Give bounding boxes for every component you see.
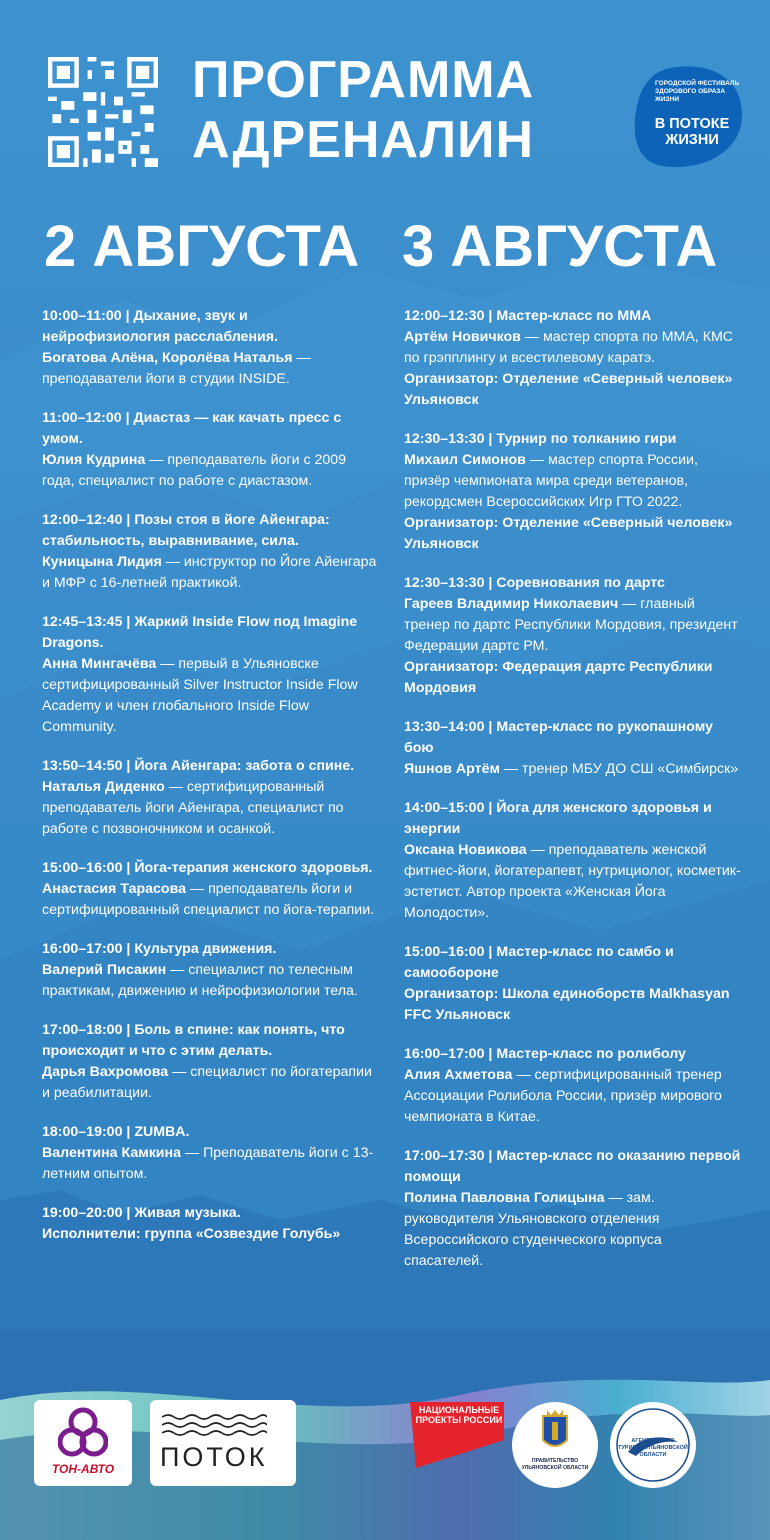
time-separator: | <box>121 410 134 426</box>
time-separator: | <box>122 1124 135 1140</box>
festival-badge-subtitle: ГОРОДСКОЙ ФЕСТИВАЛЬ ЗДОРОВОГО ОБРАЗА ЖИЗНИ <box>655 80 740 103</box>
event-title: Диастаз — как качать пресс с умом. <box>42 410 342 447</box>
event-title: Йога-терапия женского здоровья. <box>134 860 373 876</box>
event-heading <box>404 798 744 840</box>
event-person-info: — мастер спорта по ММА, КМС по грэпплингу и всестилевому каратэ. <box>404 329 734 366</box>
time-separator: | <box>121 308 134 324</box>
event-time: 11:00–12:00 <box>42 410 122 426</box>
schedule-item <box>404 1146 744 1272</box>
schedule-item <box>404 1044 744 1128</box>
ton-avto-label: ТОН-АВТО <box>51 1462 115 1476</box>
schedule-item <box>404 942 744 1026</box>
event-description <box>42 348 378 390</box>
event-description <box>404 759 744 780</box>
event-title: Йога для женского здоровья и энергии <box>404 800 712 837</box>
event-time: 16:00–17:00 <box>42 941 123 957</box>
event-person: Юлия Кудрина <box>42 452 146 468</box>
event-description <box>42 450 378 492</box>
title-line-2: АДРЕНАЛИН <box>192 111 535 169</box>
event-time: 17:00–17:30 <box>404 1148 485 1164</box>
event-title: Мастер-класс по рукопашному бою <box>404 719 713 756</box>
title-line-1: ПРОГРАММА <box>192 51 535 109</box>
time-separator: | <box>484 800 497 816</box>
schedule-item <box>42 1203 378 1245</box>
event-organizer: Организатор: Федерация дартс Республики Мордовия <box>404 659 713 696</box>
event-person: Артём Новичков <box>404 329 521 345</box>
event-title: Мастер-класс по ролиболу <box>496 1046 686 1062</box>
schedule-item <box>42 612 378 738</box>
time-separator: | <box>122 758 135 774</box>
event-heading <box>42 939 378 960</box>
event-description <box>42 654 378 738</box>
event-time: 12:00–12:30 <box>404 308 485 324</box>
ton-avto-logo <box>34 1400 132 1486</box>
schedule-item <box>42 756 378 840</box>
time-separator: | <box>484 1148 497 1164</box>
event-person: Богатова Алёна, Королёва Наталья <box>42 350 293 366</box>
event-person: Дарья Вахромова <box>42 1064 169 1080</box>
event-time: 12:30–13:30 <box>404 575 485 591</box>
event-description <box>404 1188 744 1272</box>
schedule-item <box>404 306 744 411</box>
event-heading <box>404 717 744 759</box>
event-description <box>404 594 744 657</box>
time-separator: | <box>484 1046 497 1062</box>
event-person-info: — мастер спорта России, призёр чемпионата мира среди ветеранов, рекордсмен Всероссийских Игр ГТО 2022. <box>404 452 698 510</box>
event-heading <box>404 429 744 450</box>
event-person: Оксана Новикова <box>404 842 527 858</box>
event-time: 12:30–13:30 <box>404 431 485 447</box>
event-description <box>404 450 744 513</box>
day-2-heading: 3 АВГУСТА <box>402 214 718 279</box>
event-person-info: — сертифицированный преподаватель йоги Айенгара, специалист по работе с позвоночником и осанкой. <box>42 779 344 837</box>
event-person-info: — сертифицированный тренер Ассоциации Ролибола России, призёр мирового чемпионата в Китае. <box>404 1067 722 1125</box>
event-person: Гареев Владимир Николаевич <box>404 596 619 612</box>
schedule-item <box>42 1122 378 1185</box>
event-description <box>404 840 744 924</box>
potok-logo <box>150 1400 296 1486</box>
event-heading <box>42 408 378 450</box>
event-heading <box>42 756 378 777</box>
schedule-item <box>404 717 744 780</box>
time-separator: | <box>484 431 497 447</box>
ton-avto-emblem-icon <box>58 1406 108 1460</box>
event-person-info: — Преподаватель йоги с 13-летним опытом. <box>42 1145 374 1182</box>
schedule-item <box>404 798 744 924</box>
tourism-agency-logo <box>610 1402 696 1488</box>
event-person-info: — главный тренер по дартс Республики Мордовия, президент Федерации дартс РМ. <box>404 596 738 654</box>
event-person-info: — инструктор по Йоге Айенгара и МФР с 16-летней практикой. <box>42 554 377 591</box>
event-heading <box>42 306 378 348</box>
agency-label: АГЕНТСТВО ПО ТУРИЗМУ УЛЬЯНОВСКОЙ ОБЛАСТИ <box>618 1438 688 1458</box>
event-title: Боль в спине: как понять, что происходит и что с этим делать. <box>42 1022 345 1059</box>
schedule-item <box>42 858 378 921</box>
event-person: Анастасия Тарасова <box>42 881 187 897</box>
coat-of-arms-icon <box>541 1410 569 1454</box>
event-time: 12:45–13:45 <box>42 614 123 630</box>
event-description <box>404 1065 744 1128</box>
time-separator: | <box>484 575 497 591</box>
event-person: Михаил Симонов <box>404 452 526 468</box>
time-separator: | <box>484 944 497 960</box>
event-title: Мастер-класс по ММА <box>496 308 652 324</box>
event-person-info: — преподаватель йоги с 2009 года, специалист по работе с диастазом. <box>42 452 347 489</box>
event-person: Полина Павловна Голицына <box>404 1190 605 1206</box>
event-heading <box>404 942 744 984</box>
event-title: Йога Айенгара: забота о спине. <box>134 758 355 774</box>
event-person: Яшнов Артём <box>404 761 500 777</box>
schedule-item <box>42 408 378 492</box>
event-time: 16:00–17:00 <box>404 1046 485 1062</box>
event-title: Культура движения. <box>134 941 277 957</box>
event-title: Соревнования по дартс <box>496 575 665 591</box>
event-description <box>42 1224 378 1245</box>
day-2-schedule <box>404 306 744 1290</box>
event-organizer: Организатор: Школа единоборств Malkhasyan FFC Ульяновск <box>404 986 730 1023</box>
event-heading <box>42 1020 378 1062</box>
event-description <box>404 327 744 369</box>
time-separator: | <box>122 614 135 630</box>
event-description <box>42 960 378 1002</box>
page-title <box>192 50 534 170</box>
event-time: 15:00–16:00 <box>42 860 123 876</box>
event-person-info: — преподаватель женской фитнес-йоги, йогатерапевт, нутрициолог, косметик-эстетист. Автор проекта «Женская Йога Молодости». <box>404 842 741 921</box>
government-label: ПРАВИТЕЛЬСТВО УЛЬЯНОВСКОЙ ОБЛАСТИ <box>521 1458 589 1471</box>
time-separator: | <box>122 1205 135 1221</box>
event-heading <box>404 573 744 594</box>
qr-code[interactable] <box>48 57 158 167</box>
event-title: Дыхание, звук и нейрофизиология расслабления. <box>42 308 278 345</box>
day-1-schedule <box>42 306 378 1263</box>
event-person: Валерий Писакин <box>42 962 167 978</box>
event-time: 10:00–11:00 <box>42 308 122 324</box>
schedule-item <box>404 573 744 699</box>
event-heading <box>404 1146 744 1188</box>
event-description <box>42 1143 378 1185</box>
event-heading <box>42 510 378 552</box>
event-title: Жаркий Inside Flow под Imagine Dragons. <box>42 614 358 651</box>
event-description <box>42 879 378 921</box>
schedule-item <box>42 510 378 594</box>
time-separator: | <box>122 941 135 957</box>
schedule-item <box>42 306 378 390</box>
event-person: Исполнители: группа «Созвездие Голубь» <box>42 1226 341 1242</box>
day-1-heading: 2 АВГУСТА <box>44 214 360 279</box>
event-person-info: — преподаватель йоги и сертифицированный специалист по йога-терапии. <box>42 881 375 918</box>
event-heading <box>42 612 378 654</box>
event-person: Анна Мингачёва <box>42 656 157 672</box>
event-heading <box>404 306 744 327</box>
event-title: Турнир по толканию гири <box>496 431 677 447</box>
festival-badge-title: В ПОТОКЕ ЖИЗНИ <box>654 116 730 148</box>
event-person-info: — зам. руководителя Ульяновского отделения Всероссийского студенческого корпуса спасателей. <box>404 1190 662 1269</box>
event-person-info: — преподаватели йоги в студии INSIDE. <box>42 350 311 387</box>
time-separator: | <box>484 719 497 735</box>
time-separator: | <box>122 512 135 528</box>
time-separator: | <box>484 308 497 324</box>
event-title: ZUMBA. <box>134 1124 190 1140</box>
event-organizer: Организатор: Отделение «Северный человек» Ульяновск <box>404 371 733 408</box>
event-time: 14:00–15:00 <box>404 800 485 816</box>
event-person: Наталья Диденко <box>42 779 165 795</box>
event-title: Позы стоя в йоге Айенгара: стабильность, выравнивание, сила. <box>42 512 330 549</box>
event-title: Мастер-класс по оказанию первой помощи <box>404 1148 741 1185</box>
event-person: Алия Ахметова <box>404 1067 513 1083</box>
event-person-info: — специалист по телесным практикам, движению и нейрофизиологии тела. <box>42 962 358 999</box>
event-organizer: Организатор: Отделение «Северный человек» Ульяновск <box>404 515 733 552</box>
event-time: 19:00–20:00 <box>42 1205 123 1221</box>
event-heading <box>404 1044 744 1065</box>
event-description <box>42 552 378 594</box>
event-time: 13:30–14:00 <box>404 719 485 735</box>
time-separator: | <box>122 860 135 876</box>
event-time: 13:50–14:50 <box>42 758 123 774</box>
schedule-item <box>404 429 744 555</box>
waves-icon <box>162 1412 267 1438</box>
schedule-item <box>42 1020 378 1104</box>
potok-label: ПОТОК <box>160 1442 268 1472</box>
time-separator: | <box>122 1022 135 1038</box>
event-time: 12:00–12:40 <box>42 512 123 528</box>
ulyanovsk-government-logo <box>512 1402 598 1488</box>
event-person: Валентина Камкина <box>42 1145 181 1161</box>
event-heading <box>42 1203 378 1224</box>
event-description <box>42 777 378 840</box>
schedule-item <box>42 939 378 1002</box>
event-time: 18:00–19:00 <box>42 1124 123 1140</box>
event-description <box>42 1062 378 1104</box>
event-time: 15:00–16:00 <box>404 944 485 960</box>
event-person-info: — первый в Ульяновске сертифицированный Silver Instructor Inside Flow Academy и член глобального Inside Flow Community. <box>42 656 358 735</box>
event-title: Живая музыка. <box>134 1205 241 1221</box>
event-title: Мастер-класс по самбо и самообороне <box>404 944 674 981</box>
event-heading <box>42 858 378 879</box>
national-projects-label: НАЦИОНАЛЬНЫЕ ПРОЕКТЫ РОССИИ <box>415 1405 503 1425</box>
event-person: Куницына Лидия <box>42 554 162 570</box>
event-person-info: — тренер МБУ ДО СШ «Симбирск» <box>499 761 739 777</box>
event-time: 17:00–18:00 <box>42 1022 123 1038</box>
event-person-info: — специалист по йогатерапии и реабилитации. <box>42 1064 372 1101</box>
event-heading <box>42 1122 378 1143</box>
